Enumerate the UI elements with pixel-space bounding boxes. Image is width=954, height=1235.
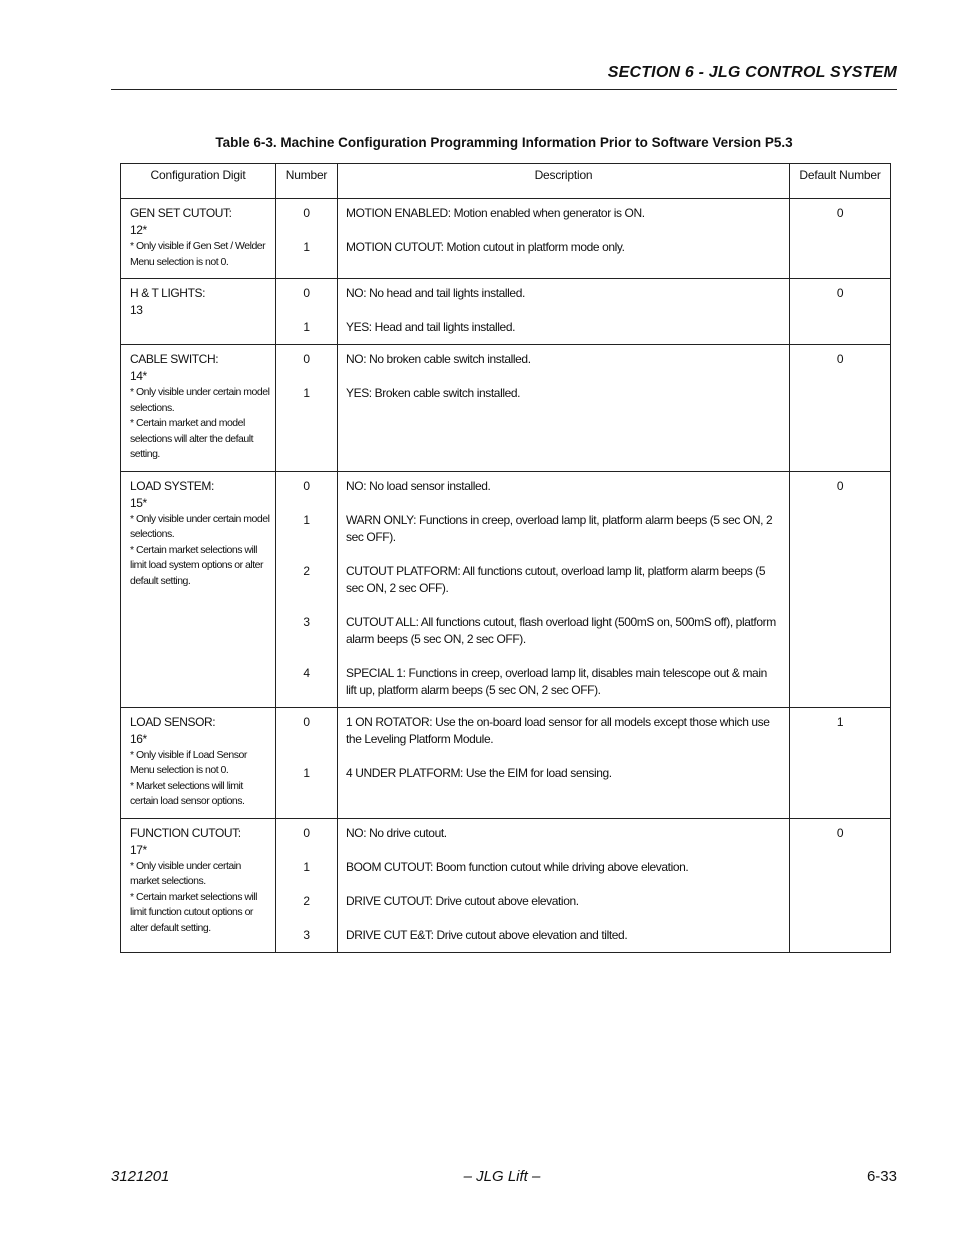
option-number: 0 <box>303 352 310 366</box>
description-cell <box>338 345 790 472</box>
option-number: 1 <box>303 512 310 527</box>
configuration-note: * Certain market selections will limit load system options or alter default setting. <box>130 543 263 587</box>
option-description: DRIVE CUTOUT: Drive cutout above elevation. <box>346 893 579 908</box>
option-number: 0 <box>303 825 310 840</box>
option-number: 0 <box>303 478 310 493</box>
option-description: DRIVE CUT E&T: Drive cutout above elevation and tilted. <box>346 927 628 942</box>
table-body <box>121 199 891 953</box>
default-number-cell: 0 <box>790 345 891 472</box>
configuration-digit-cell <box>121 471 276 707</box>
number-cell <box>276 707 338 818</box>
option-description: BOOM CUTOUT: Boom function cutout while driving above elevation. <box>346 859 689 874</box>
table-row <box>121 279 891 345</box>
configuration-digit-cell <box>121 707 276 818</box>
configuration-name: H & T LIGHTS: <box>130 286 206 300</box>
option-number: 3 <box>303 614 310 629</box>
configuration-name: GEN SET CUTOUT: <box>130 206 232 220</box>
configuration-table <box>120 163 891 953</box>
description-cell <box>338 707 790 818</box>
option-number: 0 <box>303 286 310 300</box>
configuration-digit: 16* <box>130 731 147 746</box>
option-description: YES: Broken cable switch installed. <box>346 386 521 400</box>
configuration-name: CABLE SWITCH: <box>130 352 219 366</box>
option-description: MOTION ENABLED: Motion enabled when generator is ON. <box>346 206 645 220</box>
column-header-configuration-digit: Configuration Digit <box>121 164 276 199</box>
section-header: SECTION 6 - JLG CONTROL SYSTEM <box>607 64 897 81</box>
configuration-note: * Only visible under certain model selections. <box>130 386 270 414</box>
option-number: 1 <box>303 859 310 874</box>
option-description: 1 ON ROTATOR: Use the on-board load sensor for all models except those which use the Leveling Platform Module. <box>346 714 770 746</box>
option-description: CUTOUT ALL: All functions cutout, flash overload light (500mS on, 500mS off), platform alarm beeps (5 sec ON, 2 sec OFF). <box>346 614 776 646</box>
number-cell <box>276 199 338 279</box>
configuration-digit: 12* <box>130 223 147 237</box>
configuration-note: * Only visible if Gen Set / Welder Menu selection is not 0. <box>130 240 266 268</box>
option-number: 1 <box>303 320 310 334</box>
option-number: 0 <box>303 714 310 729</box>
description-cell <box>338 818 790 952</box>
number-cell <box>276 471 338 707</box>
footer-center-text: – JLG Lift – <box>463 1168 541 1185</box>
option-description: SPECIAL 1: Functions in creep, overload lamp lit, disables main telescope out & main lift up, platform alarm beeps (5 sec ON, 2 sec OFF). <box>346 665 767 697</box>
footer-page-number: 6-33 <box>866 1168 897 1185</box>
configuration-digit: 17* <box>130 842 147 857</box>
configuration-digit-cell <box>121 199 276 279</box>
option-description: NO: No load sensor installed. <box>346 478 491 493</box>
configuration-digit-cell <box>121 345 276 472</box>
column-header-number: Number <box>276 164 338 199</box>
configuration-name: LOAD SENSOR: <box>130 714 216 729</box>
table-row <box>121 471 891 707</box>
table-row <box>121 199 891 279</box>
configuration-name: LOAD SYSTEM: <box>130 478 214 493</box>
table-row <box>121 818 891 952</box>
configuration-note: * Certain market and model selections will alter the default setting. <box>130 417 253 460</box>
header-rule <box>111 89 897 90</box>
configuration-digit: 13 <box>130 303 143 317</box>
table-header-row <box>121 164 891 199</box>
option-description: NO: No head and tail lights installed. <box>346 286 525 300</box>
option-description: NO: No broken cable switch installed. <box>346 352 531 366</box>
configuration-note: * Only visible under certain model selections. <box>130 512 270 540</box>
number-cell <box>276 818 338 952</box>
table-row <box>121 707 891 818</box>
default-number-cell: 0 <box>790 471 891 707</box>
option-number: 1 <box>303 240 310 254</box>
configuration-digit-cell <box>121 818 276 952</box>
default-number-cell: 1 <box>790 707 891 818</box>
option-description: NO: No drive cutout. <box>346 825 447 840</box>
table-title: Table 6-3. Machine Configuration Programming Information Prior to Software Version P5.3 <box>215 135 793 150</box>
number-cell <box>276 279 338 345</box>
number-cell <box>276 345 338 472</box>
configuration-note: * Only visible under certain market selections. <box>130 859 241 887</box>
description-cell <box>338 199 790 279</box>
option-description: MOTION CUTOUT: Motion cutout in platform mode only. <box>346 240 625 254</box>
description-cell <box>338 471 790 707</box>
option-description: CUTOUT PLATFORM: All functions cutout, overload lamp lit, platform alarm beeps (5 sec ON, 2 sec OFF). <box>346 563 766 595</box>
option-number: 1 <box>303 386 310 400</box>
configuration-digit: 14* <box>130 369 147 383</box>
option-number: 1 <box>303 765 310 780</box>
description-cell <box>338 279 790 345</box>
configuration-note: * Market selections will limit certain load sensor options. <box>130 779 245 807</box>
default-number-cell: 0 <box>790 279 891 345</box>
configuration-digit: 15* <box>130 495 147 510</box>
footer-doc-number: 3121201 <box>111 1168 170 1185</box>
option-description: 4 UNDER PLATFORM: Use the EIM for load sensing. <box>346 765 612 780</box>
configuration-digit-cell <box>121 279 276 345</box>
configuration-name: FUNCTION CUTOUT: <box>130 825 241 840</box>
column-header-description: Description <box>338 164 790 199</box>
option-number: 2 <box>303 893 310 908</box>
option-number: 3 <box>303 927 310 942</box>
option-number: 4 <box>303 665 310 680</box>
configuration-note: * Only visible if Load Sensor Menu selection is not 0. <box>130 748 247 776</box>
default-number-cell: 0 <box>790 199 891 279</box>
option-description: WARN ONLY: Functions in creep, overload lamp lit, platform alarm beeps (5 sec ON, 2 sec OFF). <box>346 512 773 544</box>
default-number-cell: 0 <box>790 818 891 952</box>
option-description: YES: Head and tail lights installed. <box>346 320 516 334</box>
option-number: 2 <box>303 563 310 578</box>
configuration-note: * Certain market selections will limit function cutout options or alter default setting. <box>130 890 257 934</box>
table-row <box>121 345 891 472</box>
column-header-default-number: Default Number <box>790 164 891 199</box>
option-number: 0 <box>303 206 310 220</box>
